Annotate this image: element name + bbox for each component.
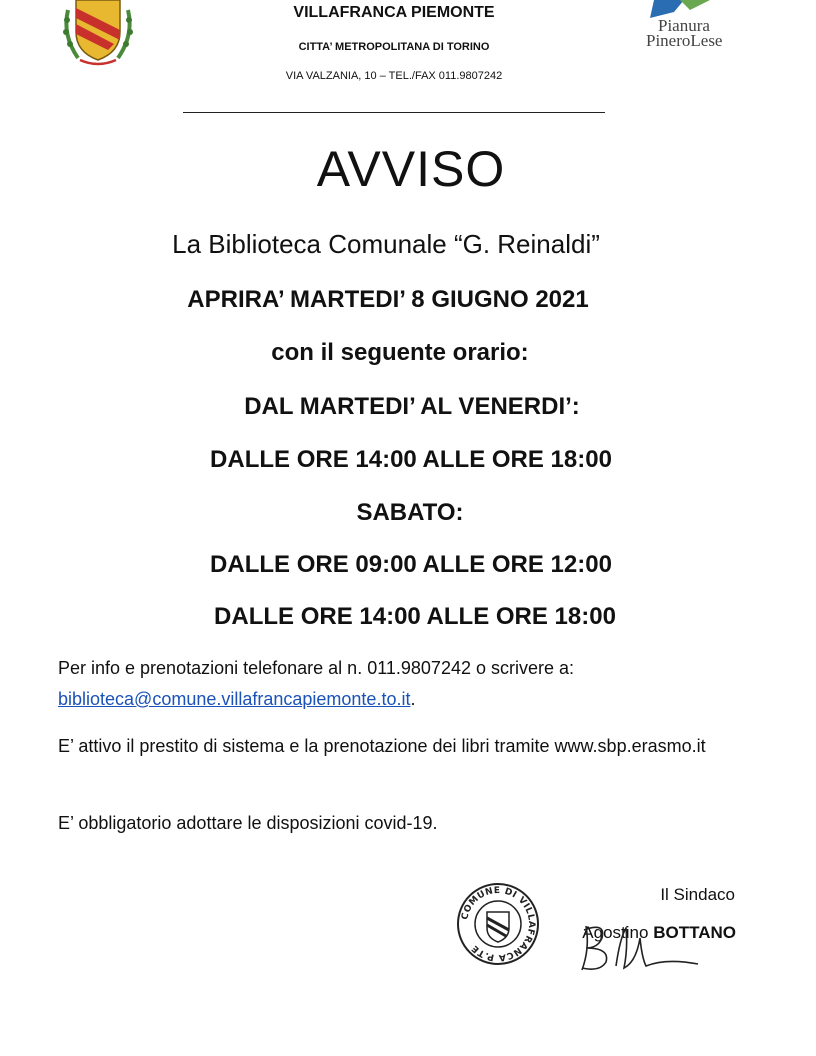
header-divider <box>183 112 605 113</box>
email-link[interactable]: biblioteca@comune.villafrancapiemonte.to.it <box>58 689 411 709</box>
info-paragraph <box>58 653 718 715</box>
info-text: Per info e prenotazioni telefonare al n. 011.9807242 o scrivere a: <box>58 658 575 678</box>
logo-text-line1: Pianura <box>658 16 710 35</box>
email-suffix: . <box>410 689 416 709</box>
weekdays-hours: DALLE ORE 14:00 ALLE ORE 18:00 <box>210 446 612 473</box>
schedule-intro: con il seguente orario: <box>271 339 529 366</box>
pianura-pinerolese-logo <box>640 0 750 50</box>
covid-paragraph: E’ obbligatorio adottare le disposizioni covid-19. <box>58 813 438 833</box>
saturday-label: SABATO: <box>356 499 464 526</box>
header-subtitle: CITTA’ METROPOLITANA DI TORINO <box>298 41 490 53</box>
saturday-hours-afternoon: DALLE ORE 14:00 ALLE ORE 18:00 <box>214 603 616 630</box>
municipal-stamp <box>456 882 540 966</box>
weekdays-label: DAL MARTEDI’ AL VENERDI’: <box>244 393 580 420</box>
header-address: VIA VALZANIA, 10 – TEL./FAX 011.9807242 <box>285 70 503 82</box>
notice-title: AVVISO <box>316 141 506 197</box>
saturday-hours-morning: DALLE ORE 09:00 ALLE ORE 12:00 <box>210 551 612 578</box>
stamp-seal-icon <box>456 882 540 966</box>
logo-text-line2: PineroLese <box>646 31 723 50</box>
signature-role: Il Sindaco <box>660 885 735 904</box>
handwritten-signature <box>576 918 706 976</box>
library-name: La Biblioteca Comunale “G. Reinaldi” <box>172 229 600 259</box>
svg-text:COMUNE DI VILLAFRANCA P.TE: COMUNE DI VILLAFRANCA P.TE <box>460 885 537 963</box>
loan-system-paragraph: E’ attivo il prestito di sistema e la prenotazione dei libri tramite www.sbp.erasmo.it <box>58 736 706 756</box>
signature-first-name: Agostino <box>582 923 649 942</box>
opening-date: APRIRA’ MARTEDI’ 8 GIUGNO 2021 <box>187 286 589 313</box>
municipality-name: VILLAFRANCA PIEMONTE <box>293 4 495 21</box>
signature-last-name: BOTTANO <box>653 923 736 942</box>
